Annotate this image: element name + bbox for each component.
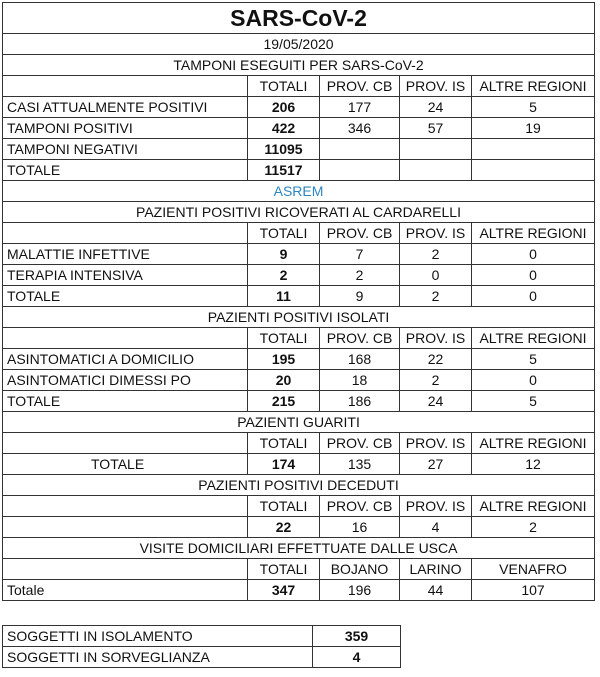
section-title-isolati: PAZIENTI POSITIVI ISOLATI <box>3 307 595 328</box>
cell-totali: 2 <box>248 265 320 286</box>
cell-prov-is: 24 <box>400 391 472 412</box>
header-prov-cb: PROV. CB <box>320 433 400 454</box>
cell-totali: 11517 <box>248 160 320 181</box>
header-totali: TOTALI <box>248 76 320 97</box>
row-label: ASINTOMATICI DIMESSI PO <box>3 370 248 391</box>
cell-prov-cb: 9 <box>320 286 400 307</box>
cell-prov-cb: 346 <box>320 118 400 139</box>
column-header-row <box>3 328 595 349</box>
table-row <box>3 626 401 647</box>
table-row <box>3 265 595 286</box>
cell-totali: 174 <box>248 454 320 475</box>
section-title-usca: VISITE DOMICILIARI EFFETTUATE DALLE USCA <box>3 538 595 559</box>
section-title-tamponi: TAMPONI ESEGUITI PER SARS-CoV-2 <box>3 55 595 76</box>
cell-altre-regioni: 5 <box>472 391 595 412</box>
covid-report-sheet <box>2 2 594 601</box>
section-title-row <box>3 307 595 328</box>
cell-totali: 9 <box>248 244 320 265</box>
cell-prov-cb: 7 <box>320 244 400 265</box>
cell-prov-cb: 168 <box>320 349 400 370</box>
header-empty <box>3 328 248 349</box>
cell-altre-regioni <box>472 139 595 160</box>
section-title-row <box>3 55 595 76</box>
cell-prov-is: 27 <box>400 454 472 475</box>
table-row <box>3 160 595 181</box>
cell-altre-regioni: 0 <box>472 244 595 265</box>
soggetti-table <box>2 625 401 668</box>
header-larino: LARINO <box>400 559 472 580</box>
report-title: SARS-CoV-2 <box>3 3 595 34</box>
report-table <box>2 2 595 601</box>
row-label: Totale <box>3 580 248 601</box>
header-prov-cb: PROV. CB <box>320 76 400 97</box>
header-prov-cb: PROV. CB <box>320 496 400 517</box>
cell-prov-cb: 177 <box>320 97 400 118</box>
section-title-row <box>3 412 595 433</box>
header-empty <box>3 433 248 454</box>
cell-prov-cb: 186 <box>320 391 400 412</box>
cell-prov-is: 0 <box>400 265 472 286</box>
cell-prov-cb <box>320 160 400 181</box>
section-title-ricoverati: PAZIENTI POSITIVI RICOVERATI AL CARDARELLI <box>3 202 595 223</box>
table-row <box>3 97 595 118</box>
cell-altre-regioni <box>472 160 595 181</box>
table-row <box>3 517 595 538</box>
cell-altre-regioni: 2 <box>472 517 595 538</box>
cell-totali: 11 <box>248 286 320 307</box>
cell-altre-regioni: 5 <box>472 97 595 118</box>
cell-altre-regioni: 0 <box>472 370 595 391</box>
soggetti-label: SOGGETTI IN SORVEGLIANZA <box>3 647 313 668</box>
soggetti-value: 359 <box>313 626 401 647</box>
header-empty <box>3 76 248 97</box>
header-prov-is: PROV. IS <box>400 433 472 454</box>
row-label: TOTALE <box>3 160 248 181</box>
cell-prov-cb <box>320 139 400 160</box>
column-header-row <box>3 76 595 97</box>
section-title-guariti: PAZIENTI GUARITI <box>3 412 595 433</box>
column-header-row <box>3 496 595 517</box>
asrem-label: ASREM <box>3 181 595 202</box>
header-venafro: VENAFRO <box>472 559 595 580</box>
section-title-deceduti: PAZIENTI POSITIVI DECEDUTI <box>3 475 595 496</box>
cell-altre-regioni: 0 <box>472 286 595 307</box>
title-row <box>3 3 595 34</box>
header-empty <box>3 223 248 244</box>
cell-totali: 215 <box>248 391 320 412</box>
row-label: MALATTIE INFETTIVE <box>3 244 248 265</box>
row-label: TOTALE <box>3 454 248 475</box>
table-row <box>3 454 595 475</box>
date-row <box>3 34 595 55</box>
header-empty <box>3 559 248 580</box>
table-row <box>3 349 595 370</box>
soggetti-table-wrapper <box>2 625 401 668</box>
header-prov-cb: PROV. CB <box>320 223 400 244</box>
section-title-row <box>3 475 595 496</box>
row-label: TAMPONI POSITIVI <box>3 118 248 139</box>
cell-altre-regioni: 12 <box>472 454 595 475</box>
header-altre-regioni: ALTRE REGIONI <box>472 328 595 349</box>
cell-altre-regioni: 19 <box>472 118 595 139</box>
cell-totali: 22 <box>248 517 320 538</box>
cell-altre-regioni: 5 <box>472 349 595 370</box>
cell-prov-is <box>400 160 472 181</box>
cell-prov-is: 2 <box>400 370 472 391</box>
header-altre-regioni: ALTRE REGIONI <box>472 496 595 517</box>
row-label: CASI ATTUALMENTE POSITIVI <box>3 97 248 118</box>
header-totali: TOTALI <box>248 223 320 244</box>
cell-totali: 20 <box>248 370 320 391</box>
cell-prov-is: 22 <box>400 349 472 370</box>
cell-prov-cb: 16 <box>320 517 400 538</box>
soggetti-value: 4 <box>313 647 401 668</box>
row-label: TOTALE <box>3 391 248 412</box>
header-prov-is: PROV. IS <box>400 496 472 517</box>
header-bojano: BOJANO <box>320 559 400 580</box>
header-prov-is: PROV. IS <box>400 223 472 244</box>
row-label <box>3 517 248 538</box>
asrem-row <box>3 181 595 202</box>
table-row <box>3 286 595 307</box>
cell-prov-is: 24 <box>400 97 472 118</box>
cell-prov-cb: 2 <box>320 265 400 286</box>
table-row <box>3 391 595 412</box>
header-altre-regioni: ALTRE REGIONI <box>472 76 595 97</box>
table-row <box>3 244 595 265</box>
cell-venafro: 107 <box>472 580 595 601</box>
cell-altre-regioni: 0 <box>472 265 595 286</box>
soggetti-label: SOGGETTI IN ISOLAMENTO <box>3 626 313 647</box>
cell-prov-cb: 18 <box>320 370 400 391</box>
cell-prov-is: 57 <box>400 118 472 139</box>
cell-prov-is: 2 <box>400 286 472 307</box>
cell-bojano: 196 <box>320 580 400 601</box>
cell-totali: 206 <box>248 97 320 118</box>
cell-totali: 347 <box>248 580 320 601</box>
cell-totali: 195 <box>248 349 320 370</box>
header-empty <box>3 496 248 517</box>
row-label: TAMPONI NEGATIVI <box>3 139 248 160</box>
header-totali: TOTALI <box>248 433 320 454</box>
header-altre-regioni: ALTRE REGIONI <box>472 433 595 454</box>
column-header-row <box>3 433 595 454</box>
cell-prov-cb: 135 <box>320 454 400 475</box>
cell-prov-is <box>400 139 472 160</box>
row-label: TERAPIA INTENSIVA <box>3 265 248 286</box>
table-row <box>3 139 595 160</box>
table-row <box>3 118 595 139</box>
cell-prov-is: 2 <box>400 244 472 265</box>
row-label: ASINTOMATICI A DOMICILIO <box>3 349 248 370</box>
cell-totali: 422 <box>248 118 320 139</box>
header-prov-is: PROV. IS <box>400 328 472 349</box>
table-row <box>3 370 595 391</box>
column-header-row <box>3 223 595 244</box>
section-title-row <box>3 202 595 223</box>
row-label: TOTALE <box>3 286 248 307</box>
table-row <box>3 580 595 601</box>
cell-totali: 11095 <box>248 139 320 160</box>
header-totali: TOTALI <box>248 328 320 349</box>
cell-prov-is: 4 <box>400 517 472 538</box>
header-totali: TOTALI <box>248 496 320 517</box>
table-row <box>3 647 401 668</box>
header-totali: TOTALI <box>248 559 320 580</box>
header-prov-is: PROV. IS <box>400 76 472 97</box>
header-prov-cb: PROV. CB <box>320 328 400 349</box>
column-header-row <box>3 559 595 580</box>
section-title-row <box>3 538 595 559</box>
report-date: 19/05/2020 <box>3 34 595 55</box>
header-altre-regioni: ALTRE REGIONI <box>472 223 595 244</box>
cell-larino: 44 <box>400 580 472 601</box>
